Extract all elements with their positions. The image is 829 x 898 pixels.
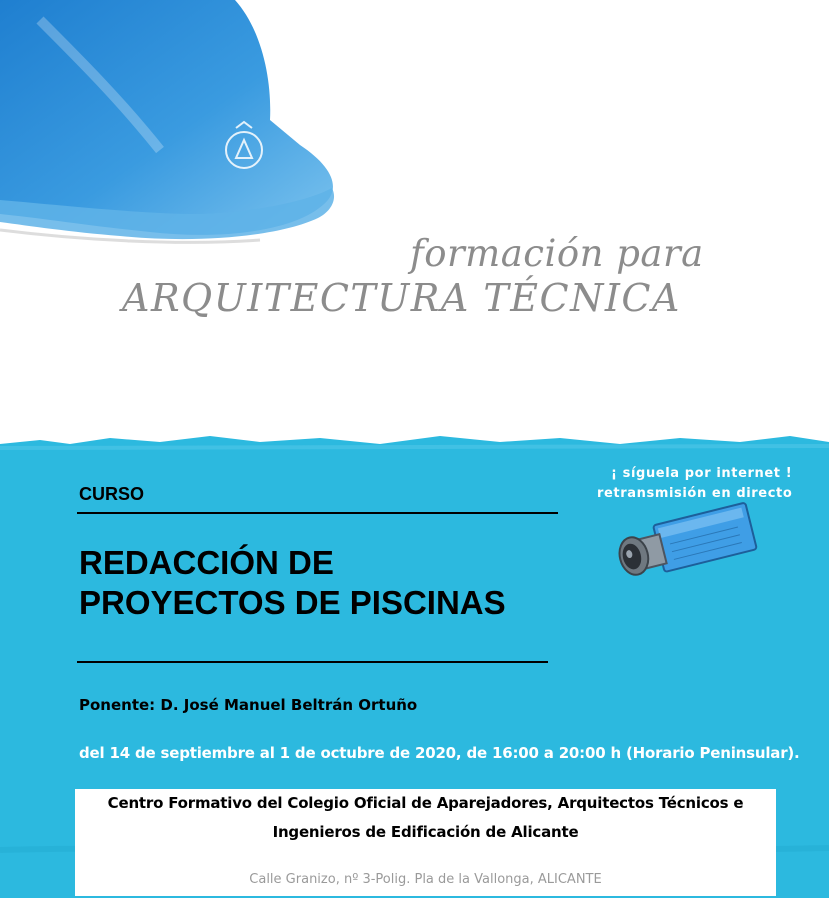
video-camera-icon (612, 500, 762, 595)
divider-bottom (77, 661, 548, 663)
venue-address: Calle Granizo, nº 3-Polig. Pla de la Vallonga, ALICANTE (249, 872, 602, 887)
course-dates: del 14 de septiembre al 1 de octubre de 2020, de 16:00 a 20:00 h (Horario Peninsular). (79, 744, 800, 762)
tagline-line-1: formación para (410, 232, 704, 275)
stream-headline: ¡ síguela por internet ! (611, 466, 793, 481)
divider-top (77, 512, 558, 514)
speaker: Ponente: D. José Manuel Beltrán Ortuño (79, 696, 418, 714)
course-title-line-1: REDACCIÓN DE (79, 544, 334, 581)
hard-hat-icon (0, 0, 345, 250)
course-title-line-2: PROYECTOS DE PISCINAS (79, 584, 506, 621)
stream-subline: retransmisión en directo (597, 486, 793, 501)
tagline-line-2: ARQUITECTURA TÉCNICA (122, 276, 681, 320)
venue-card (75, 789, 776, 896)
course-label: CURSO (79, 484, 145, 504)
venue-line-1: Centro Formativo del Colegio Oficial de Aparejadores, Arquitectos Técnicos e (107, 794, 744, 812)
venue-line-2: Ingenieros de Edificación de Alicante (272, 823, 579, 841)
course-title (79, 543, 506, 623)
